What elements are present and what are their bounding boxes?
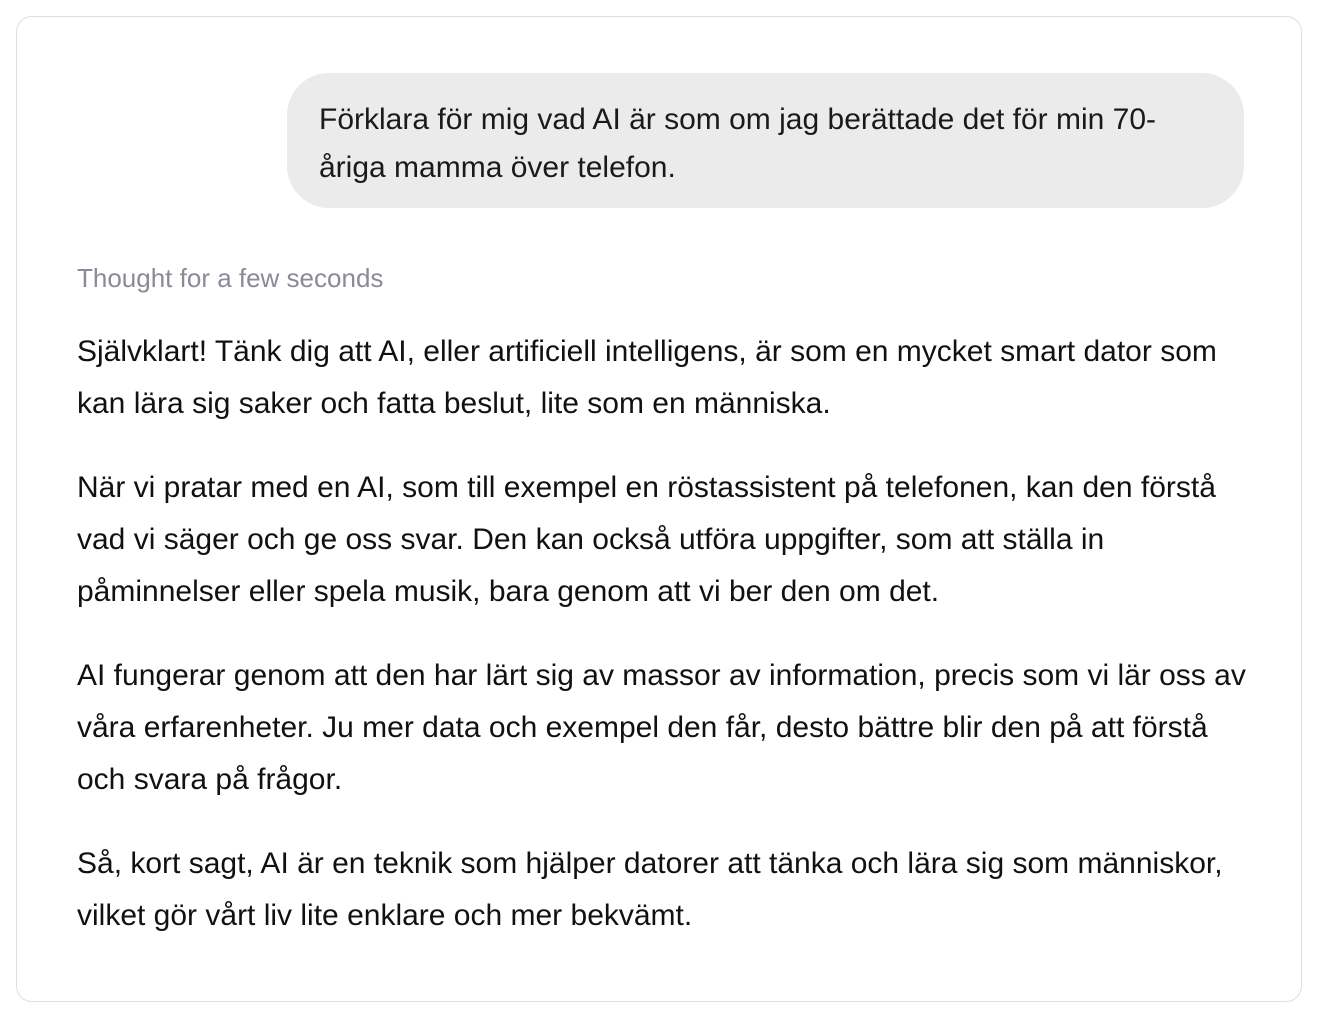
- response-paragraph: AI fungerar genom att den har lärt sig av massor av information, precis som vi lär oss av våra erfarenheter. Ju mer data och exempel den får, desto bättre blir den på att förstå och svara på frågor.: [77, 659, 1246, 796]
- response-paragraph: När vi pratar med en AI, som till exempel en röstassistent på telefonen, kan den förstå vad vi säger och ge oss svar. Den kan också utföra uppgifter, som att ställa in påminnelser eller spela musik, bara genom att vi ber den om det.: [77, 471, 1216, 608]
- response-paragraph: Självklart! Tänk dig att AI, eller artificiell intelligens, är som en mycket smart dator som kan lära sig saker och fatta beslut, lite som en människa.: [77, 335, 1217, 420]
- response-paragraph: Så, kort sagt, AI är en teknik som hjälper datorer att tänka och lära sig som människor, vilket gör vårt liv lite enklare och mer bekvämt.: [77, 847, 1223, 932]
- chat-card: [16, 16, 1302, 1002]
- user-message-bubble: Förklara för mig vad AI är som om jag berättade det för min 70-åriga mamma över telefon.: [287, 73, 1244, 208]
- thought-duration-label[interactable]: Thought for a few seconds: [77, 263, 384, 293]
- assistant-response: [77, 326, 1262, 974]
